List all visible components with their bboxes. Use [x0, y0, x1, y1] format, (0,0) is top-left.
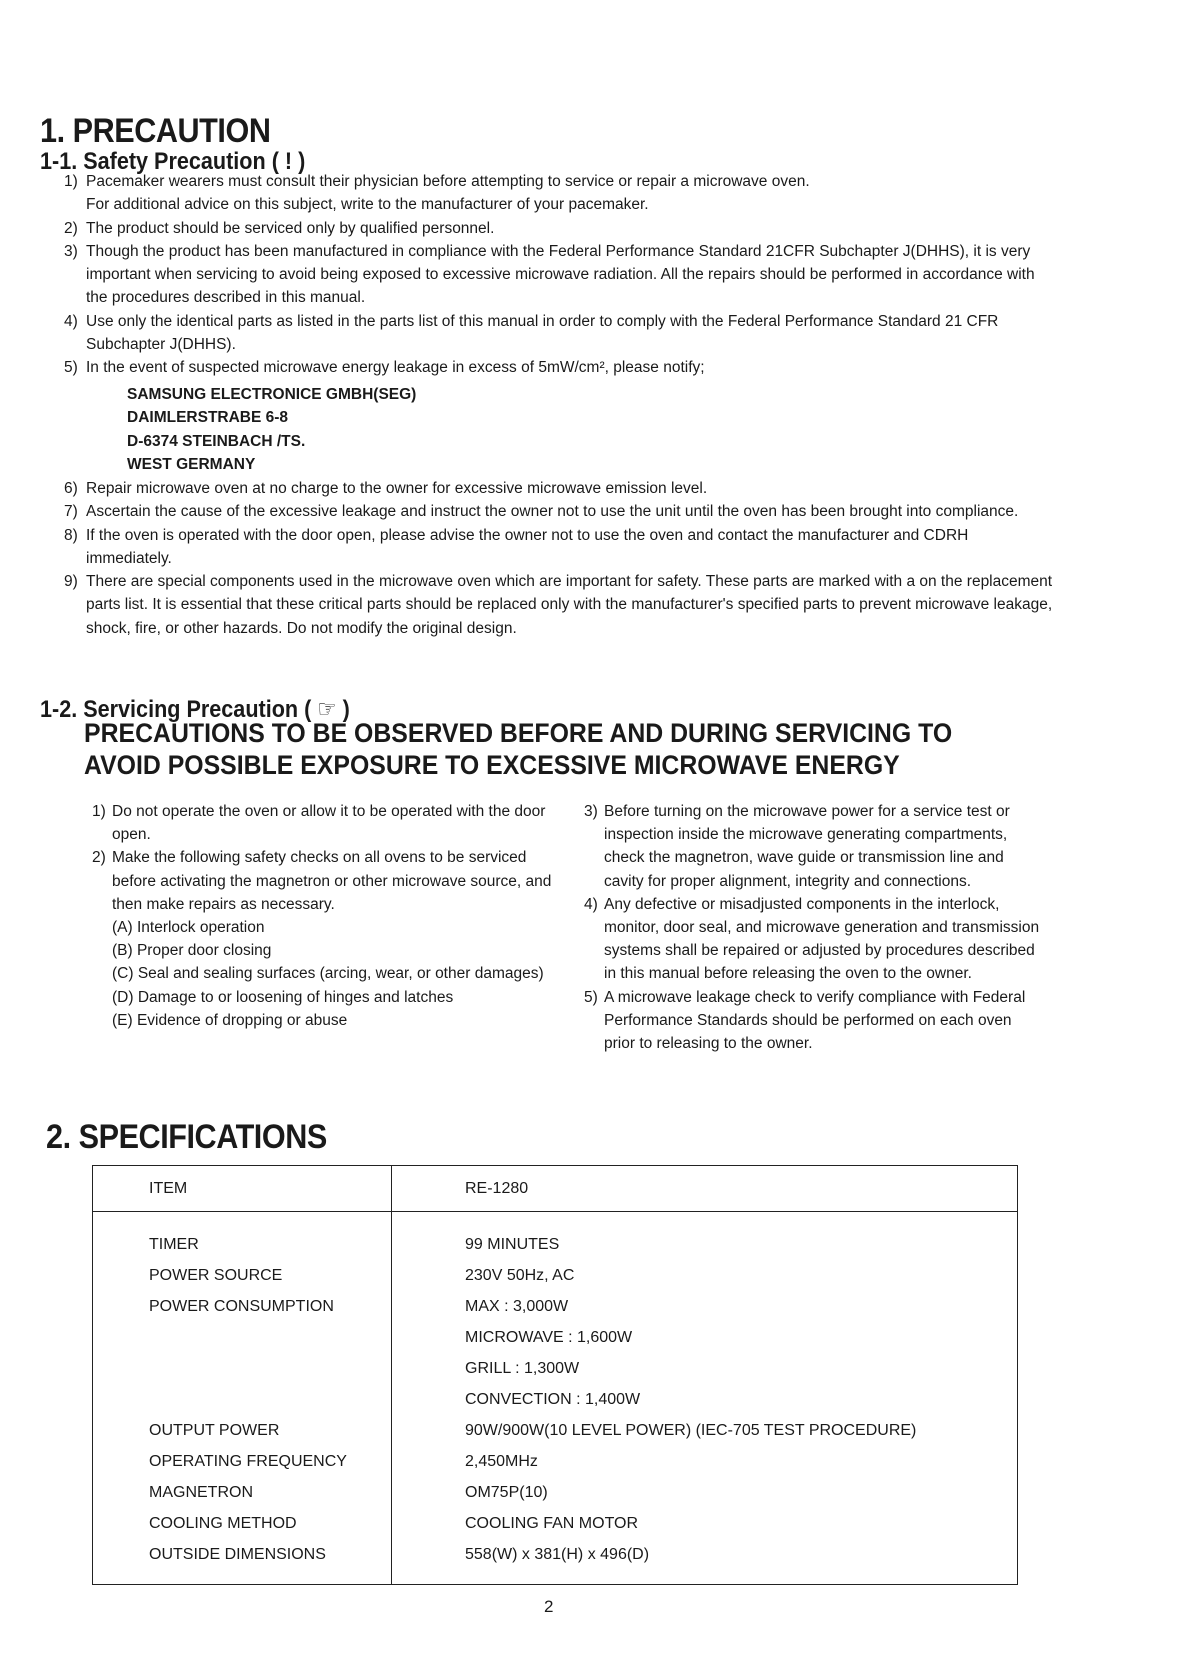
item-text: Repair microwave oven at no charge to the owner for excessive microwave emission level.: [86, 480, 708, 497]
table-row: [93, 1546, 1017, 1577]
spec-label: POWER SOURCE: [149, 1267, 283, 1284]
section-precaution-title: 1. PRECAUTION: [40, 112, 271, 150]
table-row: [93, 1453, 1017, 1484]
address-line: D-6374 STEINBACH /TS.: [127, 432, 306, 450]
list-item: [92, 800, 562, 846]
spec-label: POWER CONSUMPTION: [149, 1298, 334, 1315]
list-item: [64, 477, 1054, 500]
list-item: [92, 846, 562, 916]
warning-line: PRECAUTIONS TO BE OBSERVED BEFORE AND DURING SERVICING TO: [84, 718, 953, 748]
list-item: [584, 986, 1044, 1056]
spec-value: OM75P(10): [465, 1484, 548, 1501]
item-number: 1): [92, 803, 106, 820]
check-item: (E) Evidence of dropping or abuse: [112, 1011, 348, 1029]
check-item: (A) Interlock operation: [112, 919, 265, 937]
table-row: [93, 1267, 1017, 1298]
spec-label: COOLING METHOD: [149, 1515, 297, 1532]
item-text: Ascertain the cause of the excessive leakage and instruct the owner not to use the unit until the oven has been brought into compliance.: [86, 503, 1019, 521]
item-text: If the oven is operated with the door open, please advise the owner not to use the oven and contact the manufacturer and CDRH immediately.: [86, 526, 969, 567]
warning-symbol: ( ! ): [271, 148, 306, 175]
spec-value: GRILL : 1,300W: [465, 1360, 580, 1377]
item-number: 3): [584, 803, 598, 820]
item-text: A microwave leakage check to verify compliance with Federal Performance Standards should be performed on each oven prior to releasing to the owner.: [604, 988, 1026, 1053]
spec-label: OUTPUT POWER: [149, 1422, 280, 1439]
item-number: 3): [64, 242, 78, 260]
spec-label: TIMER: [149, 1236, 199, 1253]
item-text: Do not operate the oven or allow it to be operated with the door open.: [112, 803, 546, 844]
item-text: Though the product has been manufactured in compliance with the Federal Performance Standard 21CFR Subchapter J(DHHS), it is very important when servicing to avoid being exposed to excessive microwave radiation. All the repairs should be performed in accordance with the procedures described in this manual.: [86, 242, 1035, 307]
item-number: 9): [64, 573, 78, 591]
list-item: [64, 570, 1054, 640]
page-number: 2: [544, 1597, 554, 1616]
spec-value: 99 MINUTES: [465, 1236, 560, 1253]
item-number: 4): [584, 895, 598, 913]
table-row: [93, 1236, 1017, 1267]
warning-line: AVOID POSSIBLE EXPOSURE TO EXCESSIVE MICROWAVE ENERGY: [84, 750, 900, 780]
item-number: 1): [64, 173, 78, 190]
list-item: [584, 800, 1044, 893]
table-row: [93, 1298, 1017, 1329]
safety-precaution-title: 1-1. Safety Precaution: [40, 148, 266, 175]
section-specifications-title: 2. SPECIFICATIONS: [46, 1118, 327, 1156]
table-row: [93, 1422, 1017, 1453]
header-divider: [93, 1211, 1017, 1212]
servicing-right-column: [584, 800, 1044, 1055]
table-row: [93, 1360, 1017, 1391]
item-number: 5): [584, 988, 598, 1006]
list-item: [64, 356, 1054, 379]
item-number: 8): [64, 526, 78, 544]
item-continuation: For additional advice on this subject, write to the manufacturer of your pacemaker.: [86, 196, 649, 214]
item-text: Any defective or misadjusted components in the interlock, monitor, door seal, and microwave generation and transmission systems shall be repaired or adjusted by procedures described in this manual before releasing the oven to the owner.: [604, 895, 1040, 983]
spec-value: MICROWAVE : 1,600W: [465, 1329, 633, 1346]
spec-rows: [93, 1236, 1017, 1577]
item-number: 2): [64, 219, 78, 237]
item-text: There are special components used in the microwave oven which are important for safety. These parts are marked with a on the replacement parts list. It is essential that these critical parts should be replaced only with the manufacturer's specified parts to prevent microwave leakage, shock, fire, or other hazards. Do not modify the original design.: [86, 573, 1053, 637]
safety-list-a: [64, 170, 1054, 380]
pointing-hand-icon: ( ☞ ): [304, 696, 350, 723]
list-item: [64, 170, 1054, 217]
list-item: [64, 217, 1054, 240]
spec-value: COOLING FAN MOTOR: [465, 1515, 639, 1532]
item-text: In the event of suspected microwave energy leakage in excess of 5mW/cm², please notify;: [86, 359, 705, 377]
table-header-item: ITEM: [149, 1180, 188, 1197]
check-item: (B) Proper door closing: [112, 942, 272, 960]
servicing-warning: [84, 717, 1004, 781]
address-line: SAMSUNG ELECTRONICE GMBH(SEG): [127, 386, 417, 403]
table-header-model: RE-1280: [465, 1180, 529, 1197]
item-text: The product should be serviced only by qualified personnel.: [86, 219, 495, 237]
item-number: 7): [64, 503, 78, 521]
item-text: Before turning on the microwave power for a service test or inspection inside the microwave generating compartments, check the magnetron, wave guide or transmission line and cavity for proper alignment, integrity and connections.: [604, 803, 1010, 890]
spec-value: 90W/900W(10 LEVEL POWER) (IEC-705 TEST PROCEDURE): [465, 1422, 917, 1439]
spec-label: OPERATING FREQUENCY: [149, 1453, 347, 1470]
address-line: WEST GERMANY: [127, 455, 256, 473]
spec-value: CONVECTION : 1,400W: [465, 1391, 641, 1408]
check-item: (C) Seal and sealing surfaces (arcing, wear, or other damages): [112, 965, 544, 983]
table-row: [93, 1515, 1017, 1546]
spec-value: 558(W) x 381(H) x 496(D): [465, 1546, 650, 1563]
manufacturer-address: [127, 383, 416, 476]
list-item: [64, 310, 1054, 357]
table-row: [93, 1484, 1017, 1515]
servicing-precaution-title: 1-2. Servicing Precaution: [40, 696, 299, 723]
spec-value: 2,450MHz: [465, 1453, 538, 1470]
list-item: [584, 893, 1044, 986]
list-item: [64, 524, 1054, 571]
list-item: [64, 500, 1054, 523]
spec-label: OUTSIDE DIMENSIONS: [149, 1546, 326, 1563]
servicing-left-column: [92, 800, 562, 1032]
item-number: 4): [64, 312, 78, 330]
item-text: Pacemaker wearers must consult their physician before attempting to service or repair a microwave oven.: [86, 173, 810, 190]
address-line: DAIMLERSTRABE 6-8: [127, 409, 289, 427]
item-number: 2): [92, 849, 106, 867]
item-number: 6): [64, 480, 78, 497]
item-number: 5): [64, 359, 78, 377]
item-text: Make the following safety checks on all ovens to be serviced before activating the magnetron or other microwave source, and then make repairs as necessary.: [112, 849, 552, 913]
list-item: [64, 240, 1054, 310]
table-row: [93, 1329, 1017, 1360]
spec-value: MAX : 3,000W: [465, 1298, 569, 1315]
check-item: (D) Damage to or loosening of hinges and latches: [112, 988, 454, 1006]
item-text: Use only the identical parts as listed in the parts list of this manual in order to comply with the Federal Performance Standard 21 CFR Subchapter J(DHHS).: [86, 312, 999, 354]
spec-label: MAGNETRON: [149, 1484, 253, 1501]
safety-list-b: [64, 477, 1054, 640]
specifications-table: [92, 1165, 1018, 1585]
spec-value: 230V 50Hz, AC: [465, 1267, 575, 1284]
table-row: [93, 1391, 1017, 1422]
